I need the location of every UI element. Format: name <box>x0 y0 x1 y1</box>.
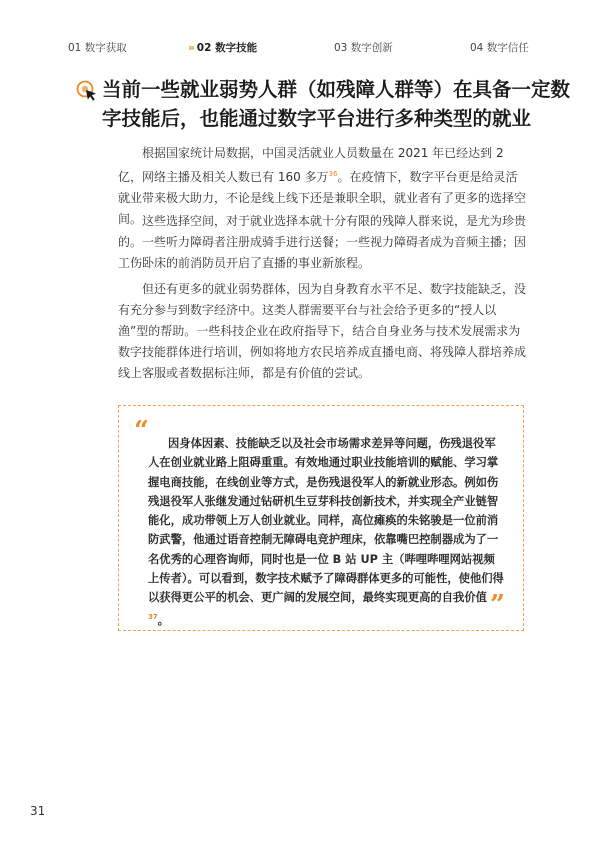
page-number: 31 <box>30 804 46 818</box>
nav-tab-label: 02 数字技能 <box>196 42 258 54</box>
nav-tab-digital-skills[interactable] <box>188 40 257 55</box>
body-paragraph-3: 但还有更多的就业弱势群体，因为自身教育水平不足、数字技能缺乏，没有充分参与到数字经济中。这类人群需要平台与社会给予更多的“授人以渔”型的帮助。一些科技企业在政府指导下，结合自身业务与技术发展需求为数字技能群体进行培训，例如将地方农民培养成直播电商、将残障人群培养成线上客服或者数据标注师，都是有价值的尝试。 <box>118 282 527 380</box>
section-nav <box>0 40 600 58</box>
body-paragraph-2: 这些选择空间，对于就业选择本就十分有限的残障人群来说，是尤为珍贵的。一些听力障碍者注册成骑手进行送餐；一些视力障碍者成为音频主播；因工伤卧床的前消防员开启了直播的事业新旅程。 <box>118 214 527 270</box>
nav-tab-digital-access[interactable] <box>68 40 127 55</box>
paragraph-text-continued: 。在疫情下，数字平台更是给灵活就业带来极大助力，不论是线上线下还是兼职全职，就业者有了更多的选择空间。 <box>118 170 527 226</box>
footnote-ref[interactable]: 36 <box>328 170 338 178</box>
quote-body-end: 。 <box>157 613 170 627</box>
double-chevron-right-icon: » <box>188 42 193 54</box>
quote-body: 因身体因素、技能缺乏以及社会市场需求差异等问题，伤残退役军人在创业就业路上阻碍重重。有效地通过职业技能培训的赋能、学习掌握电商技能，在线创业等方式，是伤残退役军人的新就业形态。例如伤残退役军人张继发通过钻研机生豆芽科技创新技术，并实现全产业链智能化，成功带领上万人创业就业。同样，高位瘫痪的朱铭骏是一位前消防武警，他通过语音控制无障碍电竞护理床，依靠嘴巴控制器成为了一名优秀的心理咨询师，同时也是一位 B 站 UP 主（哔哩哔哩网站视频上传者）。可以看到，数字技术赋予了障碍群体更多的可能性，使他们得以获得更公平的机会、更广阔的发展空间，最终实现更高的自我价值 <box>148 437 504 605</box>
nav-tab-label: 04 数字信任 <box>470 42 529 54</box>
quote-text <box>148 434 505 630</box>
nav-tab-digital-innovation[interactable] <box>334 40 393 55</box>
quote-box <box>118 405 524 631</box>
page-title: 当前一些就业弱势人群（如残障人群等）在具备一定数字技能后，也能通过数字平台进行多种类型的就业 <box>102 78 571 130</box>
cursor-click-icon <box>76 80 98 102</box>
nav-tab-label: 01 数字获取 <box>68 42 127 54</box>
paragraph-text: 根据国家统计局数据，中国灵活就业人员数量在 2021 年已经达到 2 亿，网络主播及相关人数已有 160 多万 <box>118 146 504 184</box>
nav-tab-label: 03 数字创新 <box>334 42 393 54</box>
open-quote-icon: “ <box>134 416 149 446</box>
nav-tab-digital-trust[interactable] <box>470 40 529 55</box>
close-quote-icon: ” <box>490 590 505 620</box>
footnote-ref[interactable]: 37 <box>148 612 158 621</box>
